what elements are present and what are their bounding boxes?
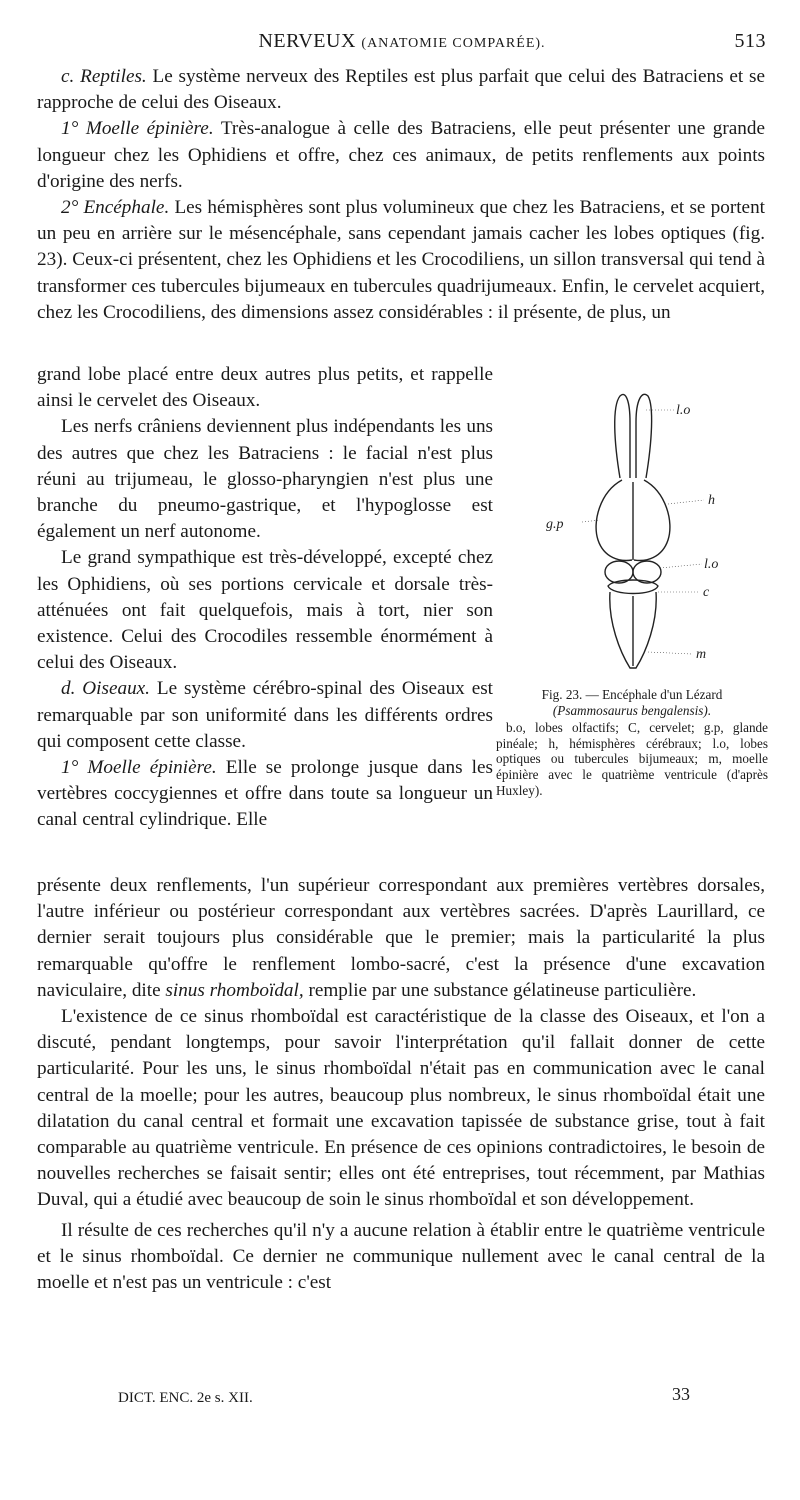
caption-species: (Psammosaurus bengalensis).	[552, 702, 712, 718]
paragraph-italic: sinus rhomboïdal,	[165, 979, 304, 1001]
brain-illustration	[496, 382, 768, 682]
caption-legend: b.o, lobes olfactifs; C, cervelet; g.p, glande pinéale; h, hémisphères cérébraux; l.o, lobes optiques ou tubercules bijumeaux; m, moelle épinière avec le quatrième ventricule (d'après Huxley).	[496, 720, 768, 798]
figure-caption	[496, 687, 768, 798]
olfactory-lobe-right	[636, 394, 652, 478]
paragraph	[37, 755, 493, 834]
paragraph-text: Elle se prolonge jusque dans les vertèbres coccygiennes et offre dans toute sa longueur un canal central cylindrique. Elle	[37, 757, 493, 831]
paragraph-text: présente deux renflements, l'un supérieur correspondant aux premières vertèbres dorsales, l'autre inférieur ou postérieur correspondant aux vertèbres sacrées. D'après Laurillard, ce dernier serait toujours plus considérable que le premier; mais la particularité la plus remarquable qu'offre le renflement lombo-sacré, c'est la présence d'une excavation naviculaire, dite	[37, 875, 765, 1001]
paragraph-text: Les nerfs crâniens deviennent plus indépendants les uns des autres que chez les Batraciens : le facial n'est plus réuni au trijumeau, le glosso-pharyngien n'est plus une branche du pneumo-gastrique, et l'hypoglosse est également un nerf autonome.	[37, 416, 493, 543]
paragraph-text: Le grand sympathique est très-développé, excepté chez les Ophidiens, où ses portions cervicale et dorsale très-atténuées ont fait quelquefois, mais à tort, nier son existence. Celui des Crocodiles ressemble énormément à celui des Oiseaux.	[37, 547, 493, 674]
full-width-text-top	[37, 64, 765, 326]
full-width-text-bottom	[37, 873, 765, 1296]
paragraph-lead: d. Oiseaux.	[61, 678, 150, 700]
hemisphere-right	[634, 480, 670, 560]
header-title-main: NERVEUX	[258, 30, 356, 52]
paragraph-text: Le système nerveux des Reptiles est plus parfait que celui des Batraciens et se rapproche de celui des Oiseaux.	[37, 66, 765, 114]
paragraph	[37, 414, 493, 545]
label-lo: l.o	[704, 557, 719, 572]
paragraph	[37, 195, 765, 326]
paragraph	[37, 116, 765, 195]
page-number: 513	[734, 30, 766, 52]
paragraph	[37, 362, 493, 414]
paragraph	[37, 1004, 765, 1214]
cerebellum	[608, 580, 658, 594]
paragraph-tail: remplie par une substance gélatineuse particulière.	[303, 979, 697, 1001]
caption-title: Fig. 23. — Encéphale d'un Lézard	[541, 687, 723, 702]
label-m: m	[696, 647, 707, 662]
paragraph-lead: 1° Moelle épinière.	[61, 757, 217, 779]
page-footer	[118, 1384, 690, 1407]
paragraph-lead: 1° Moelle épinière.	[61, 118, 214, 140]
left-column-text	[37, 362, 493, 834]
hemisphere-left	[596, 480, 632, 560]
paragraph	[37, 676, 493, 755]
label-h: h	[708, 493, 715, 508]
paragraph-text: L'existence de ce sinus rhomboïdal est caractéristique de la classe des Oiseaux, et l'on a discuté, pendant longtemps, pour savoir l'interprétation qu'il fallait donner de cette particularité. Pour les uns, le sinus rhomboïdal n'était pas en communication avec le canal central de la moelle; pour les autres, beaucoup plus nombreux, le sinus rhomboïdal était une dilatation du canal central et formait une excavation tapissée de substance grise, tout à fait comparable au quatrième ventricule. En présence de ces opinions contradictoires, le besoin de nouvelles recherches se faisait sentir; elles ont été entreprises, tout récemment, par Mathias Duval, qui a étudié avec beaucoup de soin le sinus rhomboïdal et son développement.	[37, 1006, 765, 1211]
header-title	[38, 30, 766, 53]
label-lo-top: l.o	[676, 403, 691, 418]
running-header	[38, 30, 766, 56]
label-c: c	[703, 585, 710, 600]
header-title-sub: (ANATOMIE COMPARÉE).	[361, 36, 546, 51]
figure-23	[496, 382, 768, 852]
paragraph-lead: 2° Encéphale.	[61, 197, 170, 219]
sheet-number: 33	[672, 1384, 690, 1404]
paragraph-text: Les hémisphères sont plus volumineux que chez les Batraciens, et se portent un peu en arrière sur le mésencéphale, sans cependant jamais cacher les lobes optiques (fig. 23). Ceux-ci présentent, chez les Ophidiens et les Crocodiliens, un sillon transversal qui tend à transformer ces tubercules bijumeaux en tubercules quadrijumeaux. Enfin, le cervelet acquiert, chez les Crocodiliens, des dimensions assez considérables : il présente, de plus, un	[37, 197, 765, 323]
paragraph-lead: c. Reptiles.	[61, 66, 147, 87]
footer-signature: DICT. ENC. 2e s. XII.	[118, 1390, 253, 1406]
label-gp: g.p	[546, 517, 564, 532]
paragraph	[37, 1218, 765, 1297]
olfactory-lobe-left	[615, 394, 630, 478]
paragraph-text: Très-analogue à celle des Batraciens, elle peut présenter une grande longueur chez les Ophidiens et offre, chez ces animaux, de petits renflements aux points d'origine des nerfs.	[37, 118, 765, 192]
paragraph-text: Le système cérébro-spinal des Oiseaux est remarquable par son uniformité dans les différents ordres qui composent cette classe.	[37, 678, 494, 752]
paragraph-text: Il résulte de ces recherches qu'il n'y a aucune relation à établir entre le quatrième ventricule et le sinus rhomboïdal. Ce dernier ne communique nullement avec le canal central de la moelle et n'est pas un ventricule : c'est	[37, 1219, 765, 1294]
paragraph-text: grand lobe placé entre deux autres plus petits, et rappelle ainsi le cervelet des Oiseaux.	[37, 364, 493, 412]
paragraph	[37, 545, 493, 676]
paragraph	[37, 873, 765, 1004]
paragraph	[37, 64, 765, 116]
